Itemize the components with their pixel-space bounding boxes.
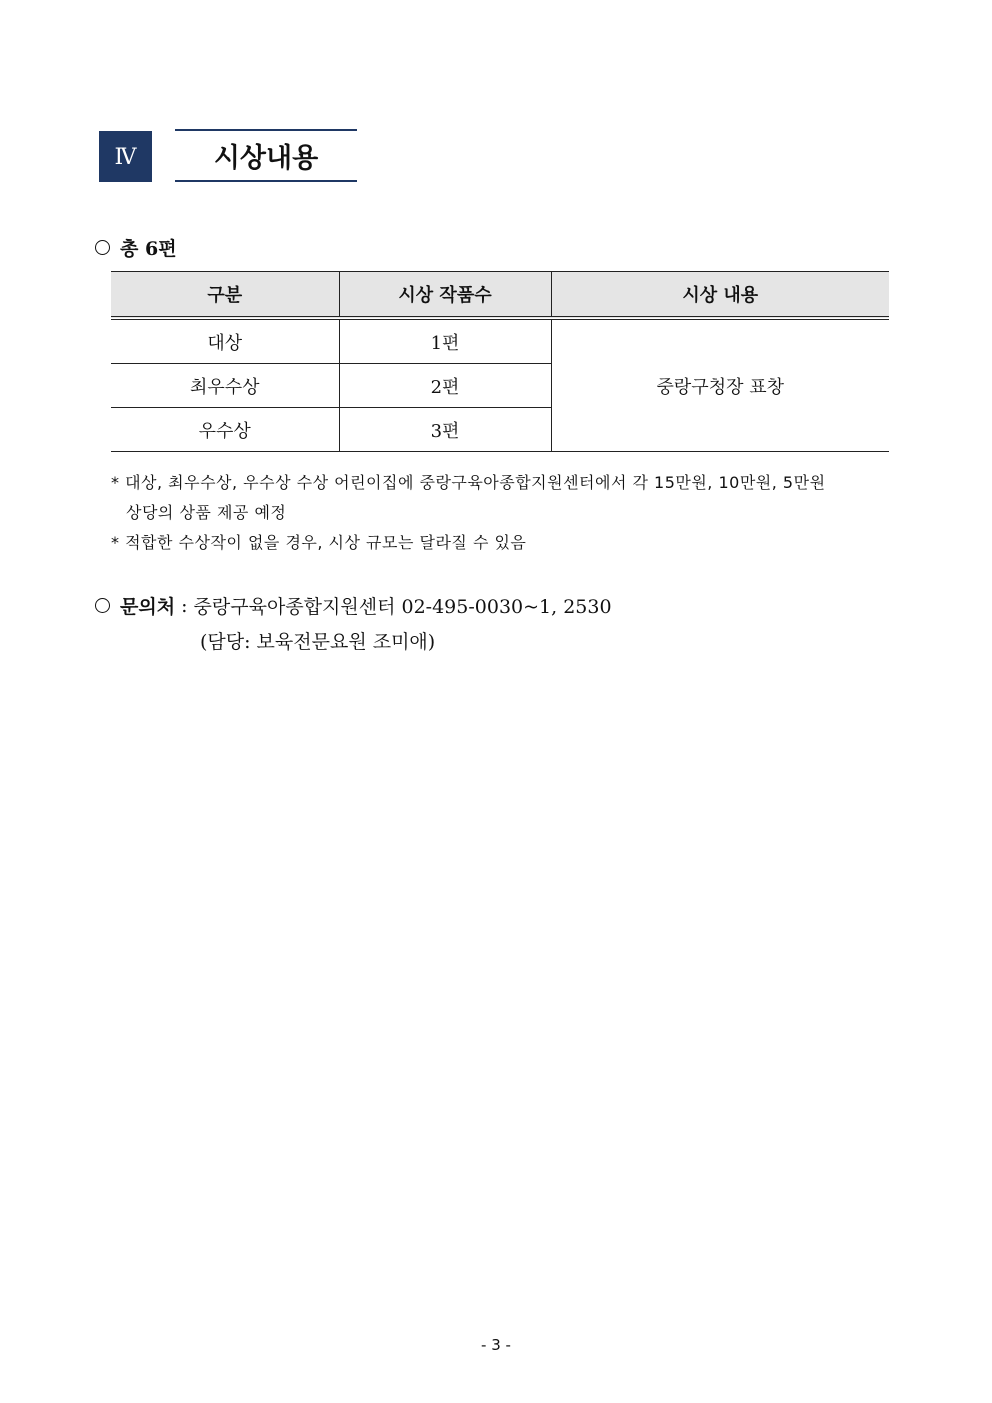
section-number-badge: Ⅳ bbox=[99, 131, 152, 182]
table-header-row bbox=[111, 272, 889, 319]
circle-bullet-icon bbox=[95, 598, 110, 613]
total-count-text: 총 6편 bbox=[120, 238, 177, 260]
row-category: 대상 bbox=[111, 318, 339, 364]
contact-value: 중랑구육아종합지원센터 02-495-0030~1, 2530 bbox=[193, 596, 612, 618]
row-category: 최우수상 bbox=[111, 364, 339, 408]
header-count: 시상 작품수 bbox=[339, 272, 551, 319]
row-count: 2편 bbox=[339, 364, 551, 408]
note-prize-line1: * 대상, 최우수상, 우수상 수상 어린이집에 중랑구육아종합지원센터에서 각 15만원, 10만원, 5만원 bbox=[111, 473, 826, 492]
award-content-cell: 중랑구청장 표창 bbox=[551, 318, 889, 452]
row-count: 3편 bbox=[339, 408, 551, 452]
note-no-winner: * 적합한 수상작이 없을 경우, 시상 규모는 달라질 수 있음 bbox=[111, 533, 527, 552]
contact-separator: : bbox=[175, 594, 194, 617]
row-category: 우수상 bbox=[111, 408, 339, 452]
row-count: 1편 bbox=[339, 318, 551, 364]
award-table bbox=[111, 271, 889, 452]
contact-person-line bbox=[200, 627, 435, 654]
section-title: 시상내용 bbox=[175, 129, 357, 182]
total-count-line bbox=[95, 234, 177, 261]
page-number: - 3 - bbox=[481, 1336, 511, 1354]
contact-line bbox=[95, 592, 612, 619]
contact-label: 문의처 bbox=[120, 596, 176, 618]
circle-bullet-icon bbox=[95, 240, 110, 255]
header-content: 시상 내용 bbox=[551, 272, 889, 319]
header-category: 구분 bbox=[111, 272, 339, 319]
note-prize-line2: 상당의 상품 제공 예정 bbox=[126, 503, 287, 522]
table-row bbox=[111, 318, 889, 364]
contact-person: (담당: 보육전문요원 조미애) bbox=[200, 631, 436, 653]
